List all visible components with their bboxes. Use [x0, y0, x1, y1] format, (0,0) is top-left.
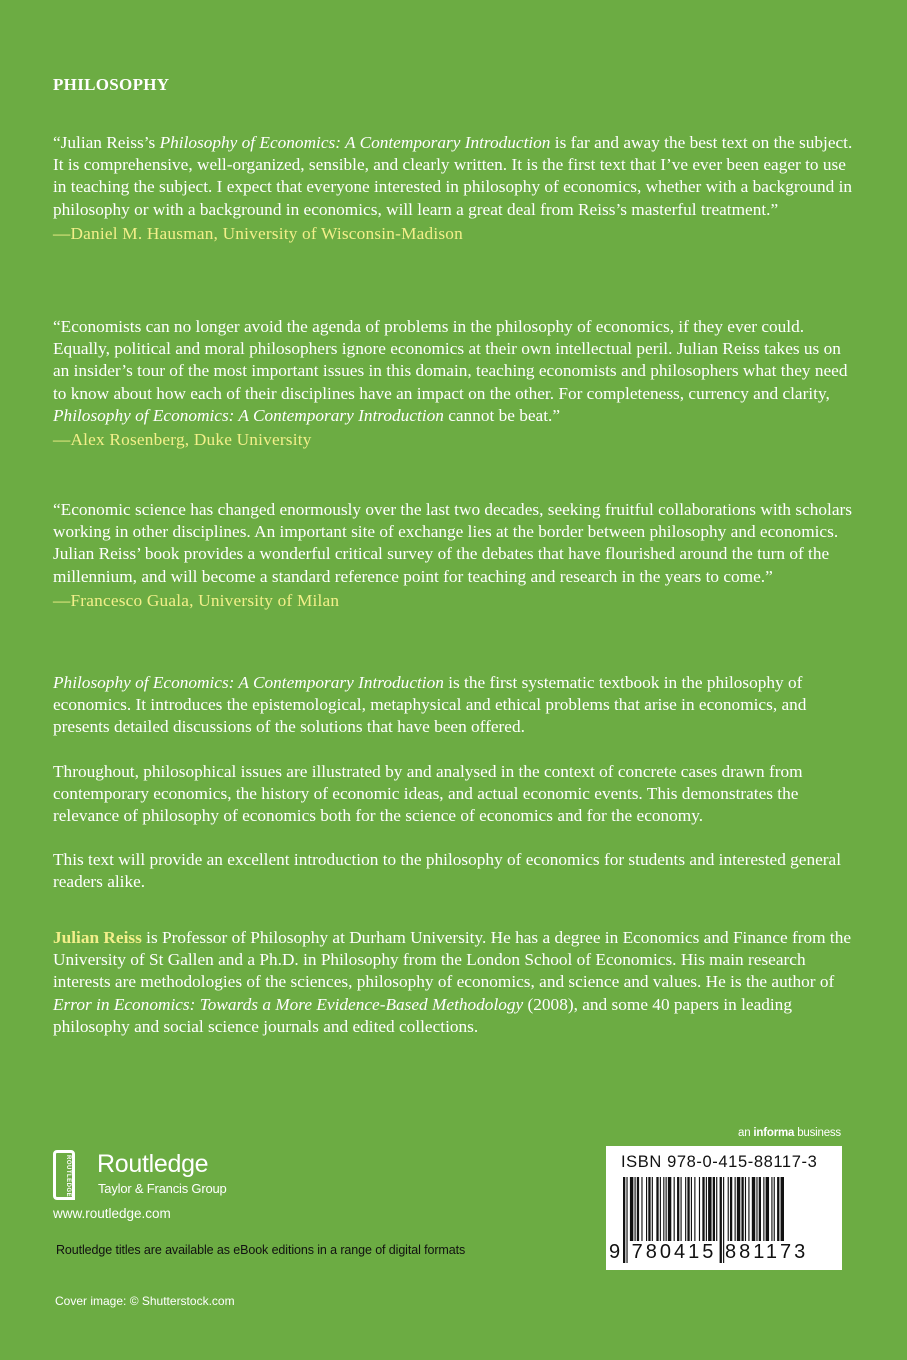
barcode-bar	[637, 1177, 639, 1241]
endorsement-1-quote: “Julian Reiss’s Philosophy of Economics: A Contemporary Introduction is far and away the best text on the subject. It is comprehensive, well-organized, sensible, and clearly written. It is the first text that I’ve ever been eager to use in teaching the subject. I expect that everyone interested in philosophy of economics, whether with a background in philosophy or with a background in economics, will learn a great deal from Reiss’s masterful treatment.”	[53, 133, 853, 219]
author-name: Julian Reiss	[53, 928, 142, 947]
barcode-bar	[635, 1177, 636, 1241]
barcode-bar	[687, 1177, 689, 1241]
book-title: Philosophy of Economics: A Contemporary Introduction	[53, 673, 444, 692]
barcode-bar	[741, 1177, 743, 1241]
barcode-bar	[716, 1177, 717, 1241]
barcode-bar	[652, 1177, 653, 1241]
barcode-bar	[660, 1177, 661, 1241]
barcode-bar	[706, 1177, 707, 1241]
barcode-bar	[694, 1177, 695, 1241]
category-label: PHILOSOPHY	[53, 75, 170, 94]
author-book-title: Error in Economics: Towards a More Evidence-Based Methodology	[53, 994, 524, 1014]
barcode-bar	[756, 1177, 757, 1241]
barcode-bar	[641, 1177, 642, 1241]
barcode-bar	[666, 1177, 667, 1241]
barcode-bar	[737, 1177, 740, 1241]
author-bio-text: Julian Reiss is Professor of Philosophy at Durham University. He has a degree in Economics and Finance from the University of St Gallen and a Ph.D. in Philosophy from the London School of Economics. His main research interests are methodologies of the sciences, philosophy of economics, and science and values. He is the author of Error in Economics: Towards a More Evidence-Based Methodology (2008), and some 40 papers in leading philosophy and social science journals and edited collections.	[53, 928, 852, 1036]
endorsement-3	[53, 499, 853, 612]
book-title: Philosophy of Economics: A Contemporary Introduction	[159, 133, 551, 152]
barcode-bar	[730, 1177, 732, 1241]
endorsement-3-quote: “Economic science has changed enormously over the last two decades, seeking fruitful collaborations with scholars working in other disciplines. An important site of exchange lies at the border between philosophy and economics. Julian Reiss’ book provides a wonderful critical survey of the debates that have flourished around the turn of the millennium, and will become a standard reference point for teaching and research in the years to come.”	[53, 500, 853, 586]
barcode-bar	[646, 1177, 647, 1241]
endorsement-1	[53, 132, 853, 245]
isbn-label: ISBN 978-0-415-88117-3	[621, 1153, 818, 1171]
description-paragraph-2: Throughout, philosophical issues are illustrated by and analysed in the context of concrete cases drawn from contemporary economics, the history of economic ideas, and actual economic events. This demonstrates the relevance of philosophy of economics both for the science of economics and for the economy.	[53, 761, 803, 826]
barcode-bar	[781, 1177, 784, 1241]
endorsement-3-attribution: —Francesco Guala, University of Milan	[53, 590, 340, 610]
barcode-bar	[763, 1177, 764, 1241]
barcode-bar	[752, 1177, 755, 1241]
barcode-bar	[728, 1177, 729, 1241]
barcode-bar	[735, 1177, 736, 1241]
barcode-bar	[759, 1177, 761, 1241]
barcode-bar	[685, 1177, 686, 1241]
barcode-bar	[777, 1177, 779, 1241]
cover-credit: Cover image: © Shutterstock.com	[55, 1294, 235, 1308]
informa-business-tag: an informa business	[738, 1127, 841, 1139]
barcode-bar	[691, 1177, 692, 1241]
publisher-website: www.routledge.com	[53, 1206, 171, 1221]
barcode-bar	[681, 1177, 682, 1241]
barcode-bar	[663, 1177, 664, 1241]
ebook-note: Routledge titles are available as eBook editions in a range of digital formats	[56, 1243, 466, 1257]
book-title: Philosophy of Economics: A Contemporary Introduction	[53, 405, 444, 425]
description-paragraph-1: Philosophy of Economics: A Contemporary Introduction is the first systematic textbook in the philosophy of economics. It introduces the epistemological, metaphysical and ethical problems that arise in economics, and presents detailed discussions of the solutions that have been offered.	[53, 673, 807, 737]
endorsement-1-attribution: —Daniel M. Hausman, University of Wisconsin-Madison	[53, 223, 463, 243]
endorsement-2-quote: “Economists can no longer avoid the agenda of problems in the philosophy of economics, if they ever could. Equally, political and moral philosophers ignore economics at their own intellectual peril. Julian Reiss takes us on an insider’s tour of the most important issues in this domain, teaching economists and philosophers what they need to know about how each of their disciplines have an impact on the other. For completeness, currency and clarity, Philosophy of Economics: A Contemporary Introduction cannot be beat.”	[53, 317, 848, 425]
barcode-bar	[708, 1177, 711, 1241]
barcode-bar	[677, 1177, 679, 1241]
routledge-logo-mark: ROUTLEDGE	[53, 1150, 75, 1200]
barcode-bar	[771, 1177, 772, 1241]
routledge-logo	[53, 1150, 293, 1210]
barcode-bar	[699, 1177, 700, 1241]
barcode-bar	[766, 1177, 769, 1241]
barcode-bar	[748, 1177, 749, 1241]
barcode-bar	[713, 1177, 715, 1241]
barcode-bar	[630, 1177, 633, 1241]
book-description	[53, 672, 853, 894]
endorsement-2	[53, 316, 853, 451]
barcode-bar	[668, 1177, 671, 1241]
barcode-digits: 9 780415 881173	[609, 1241, 809, 1263]
barcode-bar	[674, 1177, 675, 1241]
barcode-bar	[656, 1177, 658, 1241]
barcode-bar	[702, 1177, 704, 1241]
description-paragraph-3: This text will provide an excellent introduction to the philosophy of economics for students and interested general readers alike.	[53, 850, 842, 892]
barcode-bar	[745, 1177, 746, 1241]
isbn-barcode	[606, 1146, 842, 1270]
publisher-group: Taylor & Francis Group	[98, 1181, 227, 1196]
barcode-bar	[648, 1177, 650, 1241]
barcode-bar	[774, 1177, 775, 1241]
author-bio	[53, 927, 853, 1038]
endorsement-2-attribution: —Alex Rosenberg, Duke University	[53, 430, 312, 450]
publisher-name: Routledge	[97, 1150, 209, 1178]
